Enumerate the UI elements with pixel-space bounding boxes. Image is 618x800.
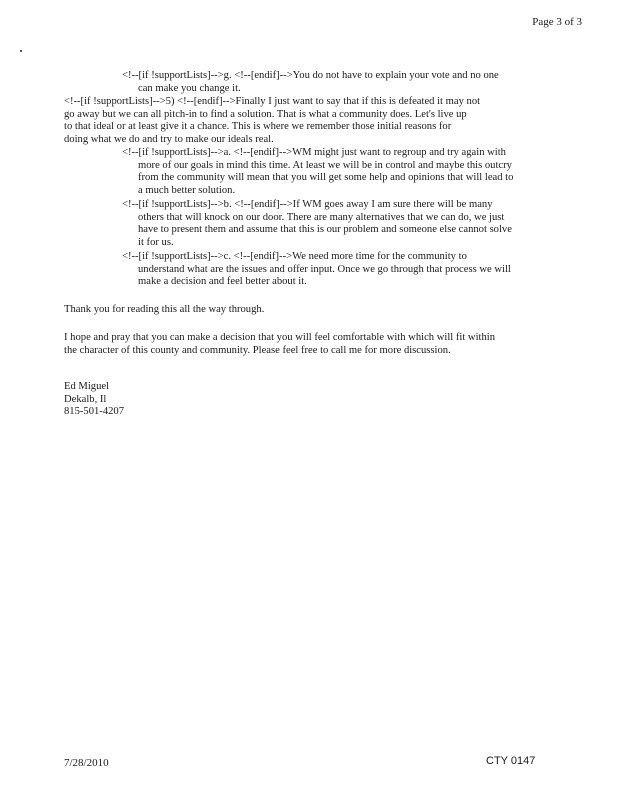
signature-location: Dekalb, Il [64, 393, 107, 405]
list-item-line: doing what we do and try to make our ideals real. [64, 133, 274, 145]
list-item-line: <!--[if !supportLists]-->g. <!--[endif]-->You do not have to explain your vote and no one [122, 70, 499, 81]
signature-block [64, 381, 264, 419]
list-item-line: <!--[if !supportLists]-->5) <!--[endif]-->Finally I just want to say that if this is defeated it may not [64, 96, 481, 107]
sub-item-line: understand what are the issues and offer input. Once we go through that process we will [138, 263, 511, 275]
signature-name: Ed Miguel [64, 381, 110, 392]
list-item-g [122, 70, 562, 95]
sub-item-line: make a decision and feel better about it. [138, 276, 307, 288]
sub-item-line: <!--[if !supportLists]-->b. <!--[endif]-->If WM goes away I am sure there will be many [122, 199, 493, 210]
list-item-line: to that ideal or at least give it a chance. This is where we remember those initial reasons for [64, 121, 452, 133]
footer-date: 7/28/2010 [64, 757, 109, 769]
paragraph-line: Thank you for reading this all the way through. [64, 304, 265, 315]
sub-item-b [122, 199, 577, 249]
sub-item-line: <!--[if !supportLists]-->c. <!--[endif]-->We need more time for the community to [122, 251, 467, 262]
thanks-paragraph [64, 304, 564, 317]
list-item-5 [64, 96, 574, 146]
sub-item-line: have to present them and assume that this is our problem and someone else cannot solve [138, 224, 512, 236]
hope-paragraph [64, 332, 584, 357]
sub-item-line: a much better solution. [138, 184, 236, 196]
page-number: Page 3 of 3 [532, 16, 582, 28]
sub-item-line: from the community will mean that you will get some help and opinions that will lead to [138, 172, 514, 184]
paragraph-line: I hope and pray that you can make a decision that you will feel comfortable with which will fit within [64, 332, 495, 343]
sub-item-line: more of our goals in mind this time. At least we will be in control and maybe this outcry [138, 159, 512, 171]
list-item-line: can make you change it. [138, 82, 241, 94]
sub-item-a [122, 147, 577, 197]
paragraph-line: the character of this county and community. Please feel free to call me for more discussion. [64, 344, 451, 356]
sub-item-line: it for us. [138, 236, 174, 248]
sub-item-line: <!--[if !supportLists]-->a. <!--[endif]-->WM might just want to regroup and try again with [122, 147, 506, 158]
signature-phone: 815-501-4207 [64, 406, 125, 418]
footer-document-code: CTY 0147 [486, 755, 536, 767]
sub-item-line: others that will knock on our door. There are many alternatives that we can do, we just [138, 211, 505, 223]
list-item-line: go away but we can all pitch-in to find a solution. That is what a community does. Let's live up [64, 108, 467, 120]
scan-speck [20, 50, 22, 52]
sub-item-c [122, 251, 577, 289]
